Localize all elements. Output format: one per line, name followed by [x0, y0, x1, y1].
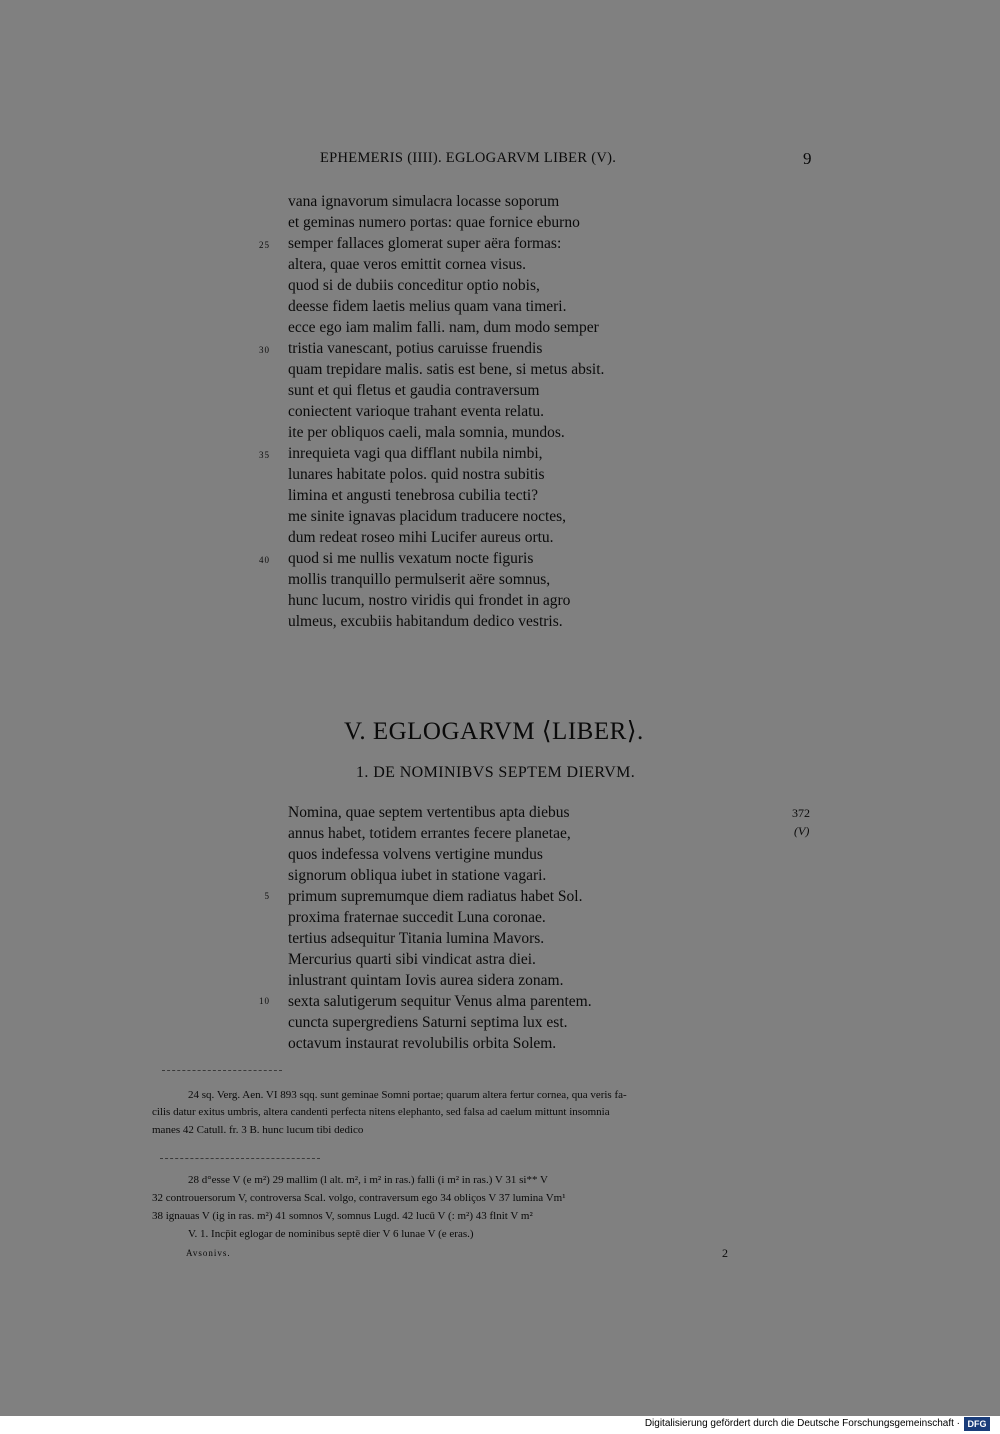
- verse-line: semper fallaces glomerat super aëra formas:: [288, 235, 562, 252]
- line-number: 5: [264, 891, 270, 901]
- section-heading: V. EGLOGARVM ⟨LIBER⟩.: [344, 718, 644, 745]
- verse-line: Mercurius quarti sibi vindicat astra diei.: [288, 951, 536, 968]
- verse-line: signorum obliqua iubet in statione vagari.: [288, 867, 547, 884]
- verse-line: ulmeus, excubiis habitandum dedico vestris.: [288, 613, 563, 630]
- margin-reference: 372: [792, 806, 810, 820]
- verse-line: dum redeat roseo mihi Lucifer aureus ortu.: [288, 529, 554, 546]
- testimonia-line: manes 42 Catull. fr. 3 B. hunc lucum tibi dedico: [152, 1124, 364, 1136]
- verse-line: tristia vanescant, potius caruisse fruendis: [288, 340, 543, 357]
- verse-line: Nomina, quae septem vertentibus apta diebus: [288, 804, 570, 821]
- dfg-logo: DFG: [964, 1417, 990, 1431]
- line-number: 30: [259, 345, 270, 355]
- verse-line: deesse fidem laetis melius quam vana timeri.: [288, 298, 567, 315]
- verse-line: limina et angusti tenebrosa cubilia tecti?: [288, 487, 539, 504]
- signature-number: 2: [722, 1246, 728, 1260]
- verse-line: tertius adsequitur Titania lumina Mavors.: [288, 930, 545, 947]
- verse-line: ite per obliquos caeli, mala somnia, mundos.: [288, 424, 565, 441]
- verse-line: sexta salutigerum sequitur Venus alma parentem.: [288, 993, 592, 1010]
- verse-line: inlustrant quintam Iovis aurea sidera zonam.: [288, 972, 564, 989]
- verse-line: octavum instaurat revolubilis orbita Solem.: [288, 1035, 557, 1052]
- verse-line: et geminas numero portas: quae fornice eburno: [288, 214, 580, 231]
- verse-line: hunc lucum, nostro viridis qui frondet in agro: [288, 592, 571, 609]
- verse-line: cuncta supergrediens Saturni septima lux est.: [288, 1014, 568, 1031]
- apparatus-line: 28 d°esse V (e m²) 29 mallim (l alt. m², i m² in ras.) falli (i m² in ras.) V 31 si** V: [188, 1174, 548, 1186]
- testimonia-line: cilis datur exitus umbris, altera candenti perfecta nitens elephanto, sed falsa ad caelum mittunt insomnia: [152, 1106, 610, 1118]
- verse-line: primum supremumque diem radiatus habet Sol.: [288, 888, 583, 905]
- apparatus-line: 38 ignauas V (ig in ras. m²) 41 somnos V, somnus Lugd. 42 lucū V (: m²) 43 flnit V m²: [152, 1210, 533, 1222]
- line-number: 35: [259, 450, 270, 460]
- footnote-separator: [162, 1070, 282, 1071]
- verse-line: vana ignavorum simulacra locasse soporum: [288, 193, 560, 210]
- margin-reference: (V): [794, 824, 810, 838]
- apparatus-line: 32 controuersorum V, controversa Scal. volgo, contraversum ego 34 obliços V 37 lumina Vm¹: [152, 1192, 566, 1204]
- verse-line: lunares habitate polos. quid nostra subitis: [288, 466, 545, 483]
- verse-line: sunt et qui fletus et gaudia contraversum: [288, 382, 540, 399]
- verse-line: me sinite ignavas placidum traducere noctes,: [288, 508, 567, 525]
- line-number: 25: [259, 240, 270, 250]
- verse-line: quod si me nullis vexatum nocte figuris: [288, 550, 534, 567]
- verse-line: altera, quae veros emittit cornea visus.: [288, 256, 527, 273]
- footer-credit: Digitalisierung gefördert durch die Deutsche Forschungsgemeinschaft ·: [644, 1418, 960, 1429]
- section-subheading: 1. DE NOMINIBVS SEPTEM DIERVM.: [356, 764, 636, 781]
- testimonia-line: 24 sq. Verg. Aen. VI 893 sqq. sunt geminae Somni portae; quarum altera fertur cornea, qua veris fa-: [188, 1089, 627, 1101]
- apparatus-separator: [160, 1158, 320, 1159]
- verse-line: ecce ego iam malim falli. nam, dum modo semper: [288, 319, 599, 336]
- page-number: 9: [803, 149, 812, 168]
- verse-line: annus habet, totidem errantes fecere planetae,: [288, 825, 571, 842]
- line-number: 40: [259, 555, 270, 565]
- running-title: EPHEMERIS (IIII). EGLOGARVM LIBER (V).: [320, 150, 617, 166]
- apparatus-line: V. 1. Incp̄it eglogar de nominibus septē dier V 6 lunae V (e eras.): [188, 1228, 474, 1240]
- verse-line: quos indefessa volvens vertigine mundus: [288, 846, 543, 863]
- verse-line: quod si de dubiis conceditur optio nobis,: [288, 277, 540, 294]
- verse-line: proxima fraternae succedit Luna coronae.: [288, 909, 546, 926]
- signature-mark: Avsonivs.: [186, 1248, 231, 1258]
- verse-line: quam trepidare malis. satis est bene, si metus absit.: [288, 361, 605, 378]
- line-number: 10: [259, 996, 270, 1006]
- verse-line: coniectent varioque trahant eventa relatu.: [288, 403, 545, 420]
- verse-line: inrequieta vagi qua difflant nubila nimbi,: [288, 445, 543, 462]
- verse-line: mollis tranquillo permulserit aëre somnus,: [288, 571, 551, 588]
